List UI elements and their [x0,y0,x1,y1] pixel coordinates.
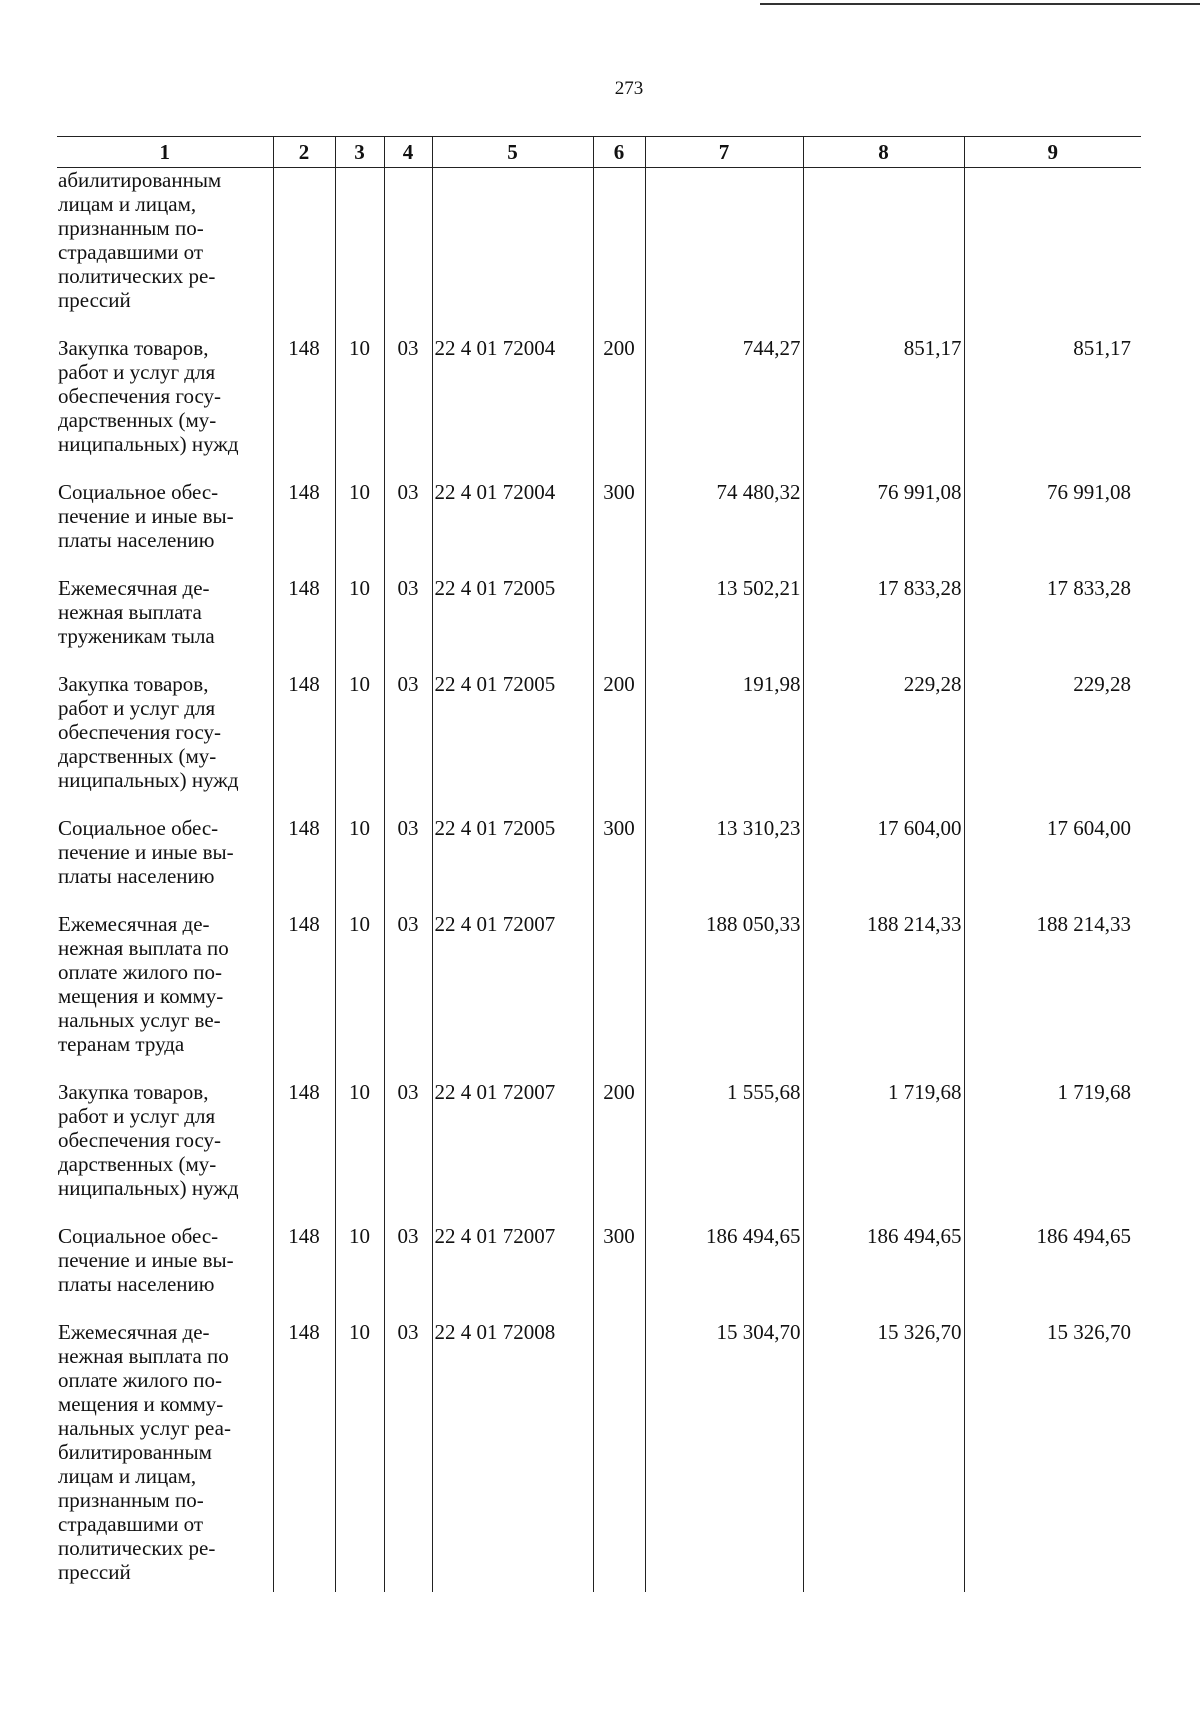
cell-amount-col8: 76 991,08 [803,480,964,576]
description-line: нальных услуг ве- [58,1008,221,1032]
cell-ministry-code: 148 [273,480,335,576]
cell-target-article-code: 22 4 01 72005 [432,816,593,912]
column-header-7: 7 [645,137,803,168]
description-line: мещения и комму- [58,1392,224,1416]
cell-subsection-code: 03 [384,912,432,1080]
description-line: работ и услуг для [58,360,216,384]
cell-description [57,168,273,337]
cell-target-article-code: 22 4 01 72008 [432,1320,593,1592]
cell-amount-col8: 229,28 [803,672,964,816]
cell-ministry-code: 148 [273,1320,335,1592]
description-line: дарственных (му- [58,744,217,768]
table-row [57,912,1141,1080]
cell-description [57,816,273,912]
cell-target-article-code: 22 4 01 72005 [432,672,593,816]
description-line: работ и услуг для [58,1104,216,1128]
cell-subsection-code: 03 [384,1080,432,1224]
description-line: страдавшими от [58,1512,204,1536]
description-line: Социальное обес- [58,816,219,840]
cell-amount-col9: 188 214,33 [964,912,1141,1080]
description-line: печение и иные вы- [58,504,234,528]
cell-description [57,576,273,672]
cell-expense-type-code: 200 [593,336,645,480]
cell-subsection-code: 03 [384,816,432,912]
description-line: нальных услуг реа- [58,1416,231,1440]
cell-expense-type-code [593,168,645,337]
cell-subsection-code [384,168,432,337]
cell-subsection-code: 03 [384,480,432,576]
cell-description [57,1080,273,1224]
column-header-1: 1 [57,137,273,168]
top-edge-rule [760,3,1200,5]
description-line: политических ре- [58,264,216,288]
cell-subsection-code: 03 [384,576,432,672]
table-row [57,1224,1141,1320]
cell-amount-col9: 1 719,68 [964,1080,1141,1224]
cell-amount-col9: 76 991,08 [964,480,1141,576]
table-row [57,480,1141,576]
cell-amount-col8: 17 833,28 [803,576,964,672]
column-header-3: 3 [335,137,384,168]
column-header-6: 6 [593,137,645,168]
description-line: Закупка товаров, [58,1080,209,1104]
description-line: печение и иные вы- [58,1248,234,1272]
description-line: ниципальных) нужд [58,768,239,792]
cell-expense-type-code: 200 [593,672,645,816]
cell-subsection-code: 03 [384,672,432,816]
cell-amount-col7: 74 480,32 [645,480,803,576]
description-line: прессий [58,288,131,312]
cell-description [57,912,273,1080]
cell-amount-col8: 15 326,70 [803,1320,964,1592]
description-line: нежная выплата [58,600,202,624]
cell-amount-col7: 15 304,70 [645,1320,803,1592]
cell-amount-col9 [964,168,1141,337]
cell-section-code: 10 [335,1224,384,1320]
description-line: билитированным [58,1440,212,1464]
description-line: платы населению [58,864,215,888]
cell-target-article-code: 22 4 01 72005 [432,576,593,672]
description-line: обеспечения госу- [58,1128,222,1152]
cell-target-article-code: 22 4 01 72007 [432,1080,593,1224]
cell-amount-col7: 13 310,23 [645,816,803,912]
description-line: нежная выплата по [58,1344,229,1368]
cell-amount-col9: 229,28 [964,672,1141,816]
cell-amount-col7: 191,98 [645,672,803,816]
cell-section-code: 10 [335,672,384,816]
description-line: теранам труда [58,1032,185,1056]
cell-description [57,480,273,576]
cell-amount-col8: 17 604,00 [803,816,964,912]
cell-amount-col9: 851,17 [964,336,1141,480]
cell-ministry-code: 148 [273,336,335,480]
column-header-5: 5 [432,137,593,168]
cell-ministry-code: 148 [273,672,335,816]
table-row [57,816,1141,912]
cell-amount-col8 [803,168,964,337]
description-line: обеспечения госу- [58,720,222,744]
description-line: дарственных (му- [58,408,217,432]
cell-section-code: 10 [335,1080,384,1224]
cell-description [57,1224,273,1320]
table-row [57,1320,1141,1592]
description-line: платы населению [58,528,215,552]
column-header-4: 4 [384,137,432,168]
table-body [57,168,1141,1593]
description-line: Социальное обес- [58,1224,219,1248]
cell-subsection-code: 03 [384,336,432,480]
column-header-8: 8 [803,137,964,168]
description-line: оплате жилого по- [58,960,223,984]
cell-amount-col7: 744,27 [645,336,803,480]
cell-section-code: 10 [335,576,384,672]
cell-section-code: 10 [335,1320,384,1592]
description-line: Ежемесячная де- [58,912,210,936]
cell-ministry-code: 148 [273,912,335,1080]
description-line: дарственных (му- [58,1152,217,1176]
cell-amount-col9: 17 604,00 [964,816,1141,912]
cell-ministry-code: 148 [273,1224,335,1320]
description-line: признанным по- [58,216,204,240]
cell-description [57,336,273,480]
cell-section-code [335,168,384,337]
cell-target-article-code: 22 4 01 72007 [432,912,593,1080]
cell-amount-col8: 851,17 [803,336,964,480]
cell-amount-col9: 15 326,70 [964,1320,1141,1592]
cell-amount-col9: 186 494,65 [964,1224,1141,1320]
description-line: Ежемесячная де- [58,576,210,600]
description-line: политических ре- [58,1536,216,1560]
description-line: работ и услуг для [58,696,216,720]
cell-amount-col7 [645,168,803,337]
cell-description [57,672,273,816]
description-line: труженикам тыла [58,624,215,648]
cell-amount-col9: 17 833,28 [964,576,1141,672]
cell-section-code: 10 [335,480,384,576]
description-line: нежная выплата по [58,936,229,960]
description-line: Ежемесячная де- [58,1320,210,1344]
description-line: признанным по- [58,1488,204,1512]
description-line: Закупка товаров, [58,672,209,696]
description-line: страдавшими от [58,240,204,264]
cell-subsection-code: 03 [384,1224,432,1320]
description-line: оплате жилого по- [58,1368,223,1392]
cell-section-code: 10 [335,336,384,480]
cell-expense-type-code: 300 [593,1224,645,1320]
cell-amount-col7: 1 555,68 [645,1080,803,1224]
description-line: Закупка товаров, [58,336,209,360]
table-row [57,672,1141,816]
cell-ministry-code: 148 [273,576,335,672]
cell-ministry-code: 148 [273,1080,335,1224]
description-line: абилитированным [58,168,222,192]
column-header-9: 9 [964,137,1141,168]
table-row [57,168,1141,337]
cell-section-code: 10 [335,912,384,1080]
cell-subsection-code: 03 [384,1320,432,1592]
description-line: печение и иные вы- [58,840,234,864]
cell-amount-col7: 188 050,33 [645,912,803,1080]
description-line: ниципальных) нужд [58,432,239,456]
header-row [57,137,1141,168]
cell-amount-col7: 13 502,21 [645,576,803,672]
cell-target-article-code: 22 4 01 72004 [432,480,593,576]
description-line: мещения и комму- [58,984,224,1008]
description-line: прессий [58,1560,131,1584]
cell-target-article-code: 22 4 01 72007 [432,1224,593,1320]
cell-target-article-code: 22 4 01 72004 [432,336,593,480]
cell-section-code: 10 [335,816,384,912]
cell-ministry-code: 148 [273,816,335,912]
cell-amount-col7: 186 494,65 [645,1224,803,1320]
cell-expense-type-code [593,1320,645,1592]
cell-amount-col8: 186 494,65 [803,1224,964,1320]
cell-expense-type-code [593,912,645,1080]
description-line: обеспечения госу- [58,384,222,408]
cell-amount-col8: 1 719,68 [803,1080,964,1224]
cell-expense-type-code: 300 [593,816,645,912]
description-line: платы населению [58,1272,215,1296]
cell-ministry-code [273,168,335,337]
description-line: лицам и лицам, [58,192,197,216]
description-line: лицам и лицам, [58,1464,197,1488]
description-line: Социальное обес- [58,480,219,504]
cell-target-article-code [432,168,593,337]
cell-description [57,1320,273,1592]
cell-expense-type-code: 300 [593,480,645,576]
cell-expense-type-code: 200 [593,1080,645,1224]
description-line: ниципальных) нужд [58,1176,239,1200]
table-row [57,576,1141,672]
table-row [57,1080,1141,1224]
column-header-2: 2 [273,137,335,168]
table-row [57,336,1141,480]
cell-amount-col8: 188 214,33 [803,912,964,1080]
page-number: 273 [614,78,644,99]
cell-expense-type-code [593,576,645,672]
budget-table [57,136,1141,1592]
